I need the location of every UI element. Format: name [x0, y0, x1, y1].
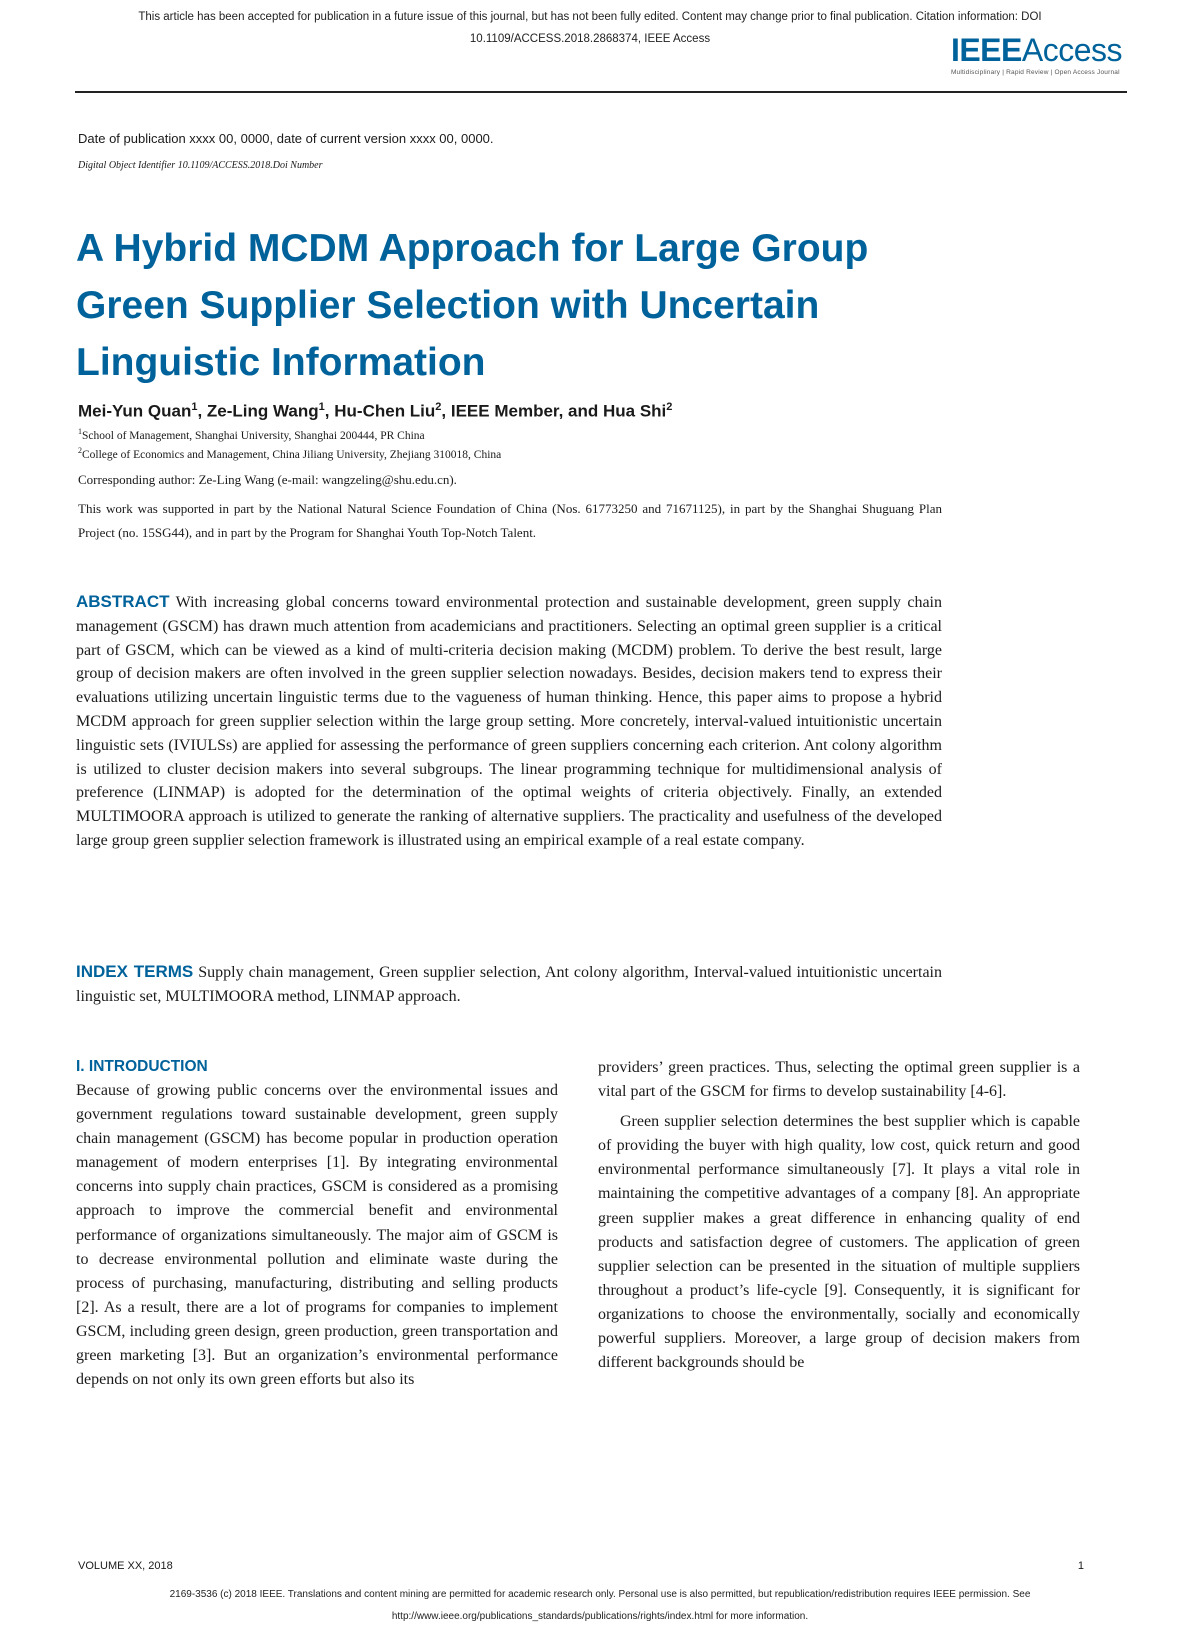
publication-date: Date of publication xxxx 00, 0000, date of current version xxxx 00, 0000.	[78, 131, 494, 146]
intro-paragraph-1: Because of growing public concerns over the environmental issues and government regulations toward sustainable development, green supply chain management (GSCM) has become popular in production operation management of modern enterprises [1]. By integrating environmental concerns into supply chain practices, GSCM is considered as a promising approach to improve the commercial benefit and environmental performance of organizations simultaneously. The major aim of GSCM is to decrease environmental pollution and eliminate waste during the process of purchasing, manufacturing, distributing and selling products [2]. As a result, there are a lot of programs for companies to implement GSCM, including green design, green production, green transportation and green marketing [3]. But an organization’s environmental performance depends on not only its own green efforts but also its	[76, 1082, 558, 1389]
abstract-label: ABSTRACT	[76, 592, 170, 611]
acceptance-banner-line-1: This article has been accepted for publication in a future issue of this journal, but has not been fully edited. Content may change prior to final publication. Citation information: DOI	[138, 11, 1042, 23]
author-affiliation-mark: 2	[666, 401, 673, 413]
author-name: Ze-Ling Wang	[206, 401, 319, 421]
paper-title-line-2: Green Supplier Selection with Uncertain	[76, 284, 820, 327]
abstract	[76, 590, 942, 853]
author-name: Hua Shi	[602, 401, 667, 421]
copyright-footer	[40, 1584, 1160, 1628]
page-number: 1	[1077, 1560, 1084, 1572]
copyright-line-2: http://www.ieee.org/publications_standards/publications/rights/index.html for more information.	[391, 1611, 809, 1622]
journal-logo	[951, 33, 1122, 76]
affiliation-text: School of Management, Shanghai University, Shanghai 200444, PR China	[82, 429, 425, 442]
section-heading-introduction: I. INTRODUCTION	[76, 1058, 208, 1075]
index-terms	[76, 960, 942, 1009]
journal-logo-access: Access	[1021, 32, 1122, 68]
author-affiliation-mark: 1	[191, 401, 198, 413]
affiliation-mark: 1	[78, 427, 82, 436]
journal-logo-name	[951, 33, 1122, 67]
author-list	[78, 401, 672, 422]
affiliation-mark: 2	[78, 446, 82, 455]
author-separator: ,	[324, 401, 335, 421]
volume-label: VOLUME XX, 2018	[78, 1560, 173, 1572]
right-column	[598, 1056, 1080, 1375]
index-terms-text: Supply chain management, Green supplier selection, Ant colony algorithm, Interval-valued intuitionistic uncertain linguistic set, MULTIMOORA method, LINMAP approach.	[76, 964, 943, 1005]
author-affiliation-mark: 2	[435, 401, 442, 413]
doi-line: Digital Object Identifier 10.1109/ACCESS.2018.Doi Number	[78, 160, 323, 171]
abstract-text: With increasing global concerns toward environmental protection and sustainable development, green supply chain management (GSCM) has drawn much attention from academicians and practitioners. Selecting an optimal green supplier is a critical part of GSCM, which can be viewed as a kind of multi-criteria decision making (MCDM) problem. To derive the best result, large group of decision makers are often involved in the green supplier selection nowadays. Besides, decision makers tend to express their evaluations utilizing uncertain linguistic terms due to the vagueness of human thinking. Hence, this paper aims to propose a hybrid MCDM approach for green supplier selection within the large group setting. More concretely, interval-valued intuitionistic uncertain linguistic sets (IVIULSs) are applied for assessing the performance of green suppliers concerning each criterion. Ant colony algorithm is utilized to cluster decision makers into several subgroups. The linear programming technique for multidimensional analysis of preference (LINMAP) is adopted for the determination of the optimal weights of criteria objectively. Finally, an extended MULTIMOORA approach is utilized to generate the ranking of alternative suppliers. The practicality and usefulness of the developed large group green supplier selection framework is illustrated using an empirical example of a real estate company.	[76, 594, 942, 849]
paper-title-line-3: Linguistic Information	[76, 341, 486, 384]
index-terms-label: INDEX TERMS	[76, 962, 194, 981]
intro-paragraph-2: Green supplier selection determines the best supplier which is capable of providing the buyer with high quality, low cost, quick return and good environmental performance simultaneously [7]. It plays a vital role in maintaining the competitive advantages of a company [8]. An appropriate green supplier makes a great difference in enhancing quality of end products and satisfaction degree of customers. The application of green supplier selection can be presented in the situation of multiple suppliers throughout a product’s life-cycle [9]. Consequently, it is significant for organizations to choose the environmentally, socially and economically powerful suppliers. Moreover, a large group of decision makers from different backgrounds should be	[598, 1113, 1080, 1372]
author-name: Hu-Chen Liu	[334, 401, 436, 421]
author-separator: ,	[197, 401, 207, 421]
left-column	[76, 1055, 558, 1392]
affiliation-2	[78, 446, 501, 461]
author-name: Mei-Yun Quan	[78, 401, 192, 421]
affiliation-1	[78, 427, 425, 442]
intro-paragraph-1-continued: providers’ green practices. Thus, selecting the optimal green supplier is a vital part of the GSCM for firms to develop sustainability [4-6].	[598, 1059, 1080, 1101]
funding-note: This work was supported in part by the National Natural Science Foundation of China (Nos. 61773250 and 71671125), in part by the Shanghai Shuguang Plan Project (no. 15SG44), and in part by the Program for Shanghai Youth Top-Notch Talent.	[78, 501, 942, 540]
paper-title	[76, 220, 1066, 391]
author-affiliation-mark: 1	[318, 401, 325, 413]
journal-logo-ieee: IEEE	[950, 32, 1022, 68]
affiliation-text: College of Economics and Management, China Jiliang University, Zhejiang 310018, China	[82, 448, 502, 461]
author-separator: , IEEE Member, and	[441, 401, 603, 421]
journal-logo-tagline: Multidisciplinary | Rapid Review | Open Access Journal	[950, 69, 1120, 76]
header-rule	[75, 91, 1127, 93]
paper-title-line-1: A Hybrid MCDM Approach for Large Group	[76, 227, 869, 270]
copyright-line-1: 2169-3536 (c) 2018 IEEE. Translations and content mining are permitted for academic research only. Personal use is also permitted, but republication/redistribution requires IEEE permission. See	[169, 1589, 1031, 1600]
corresponding-author: Corresponding author: Ze-Ling Wang (e-mail: wangzeling@shu.edu.cn).	[78, 472, 457, 487]
acceptance-banner-line-2: 10.1109/ACCESS.2018.2868374, IEEE Access	[469, 33, 711, 45]
